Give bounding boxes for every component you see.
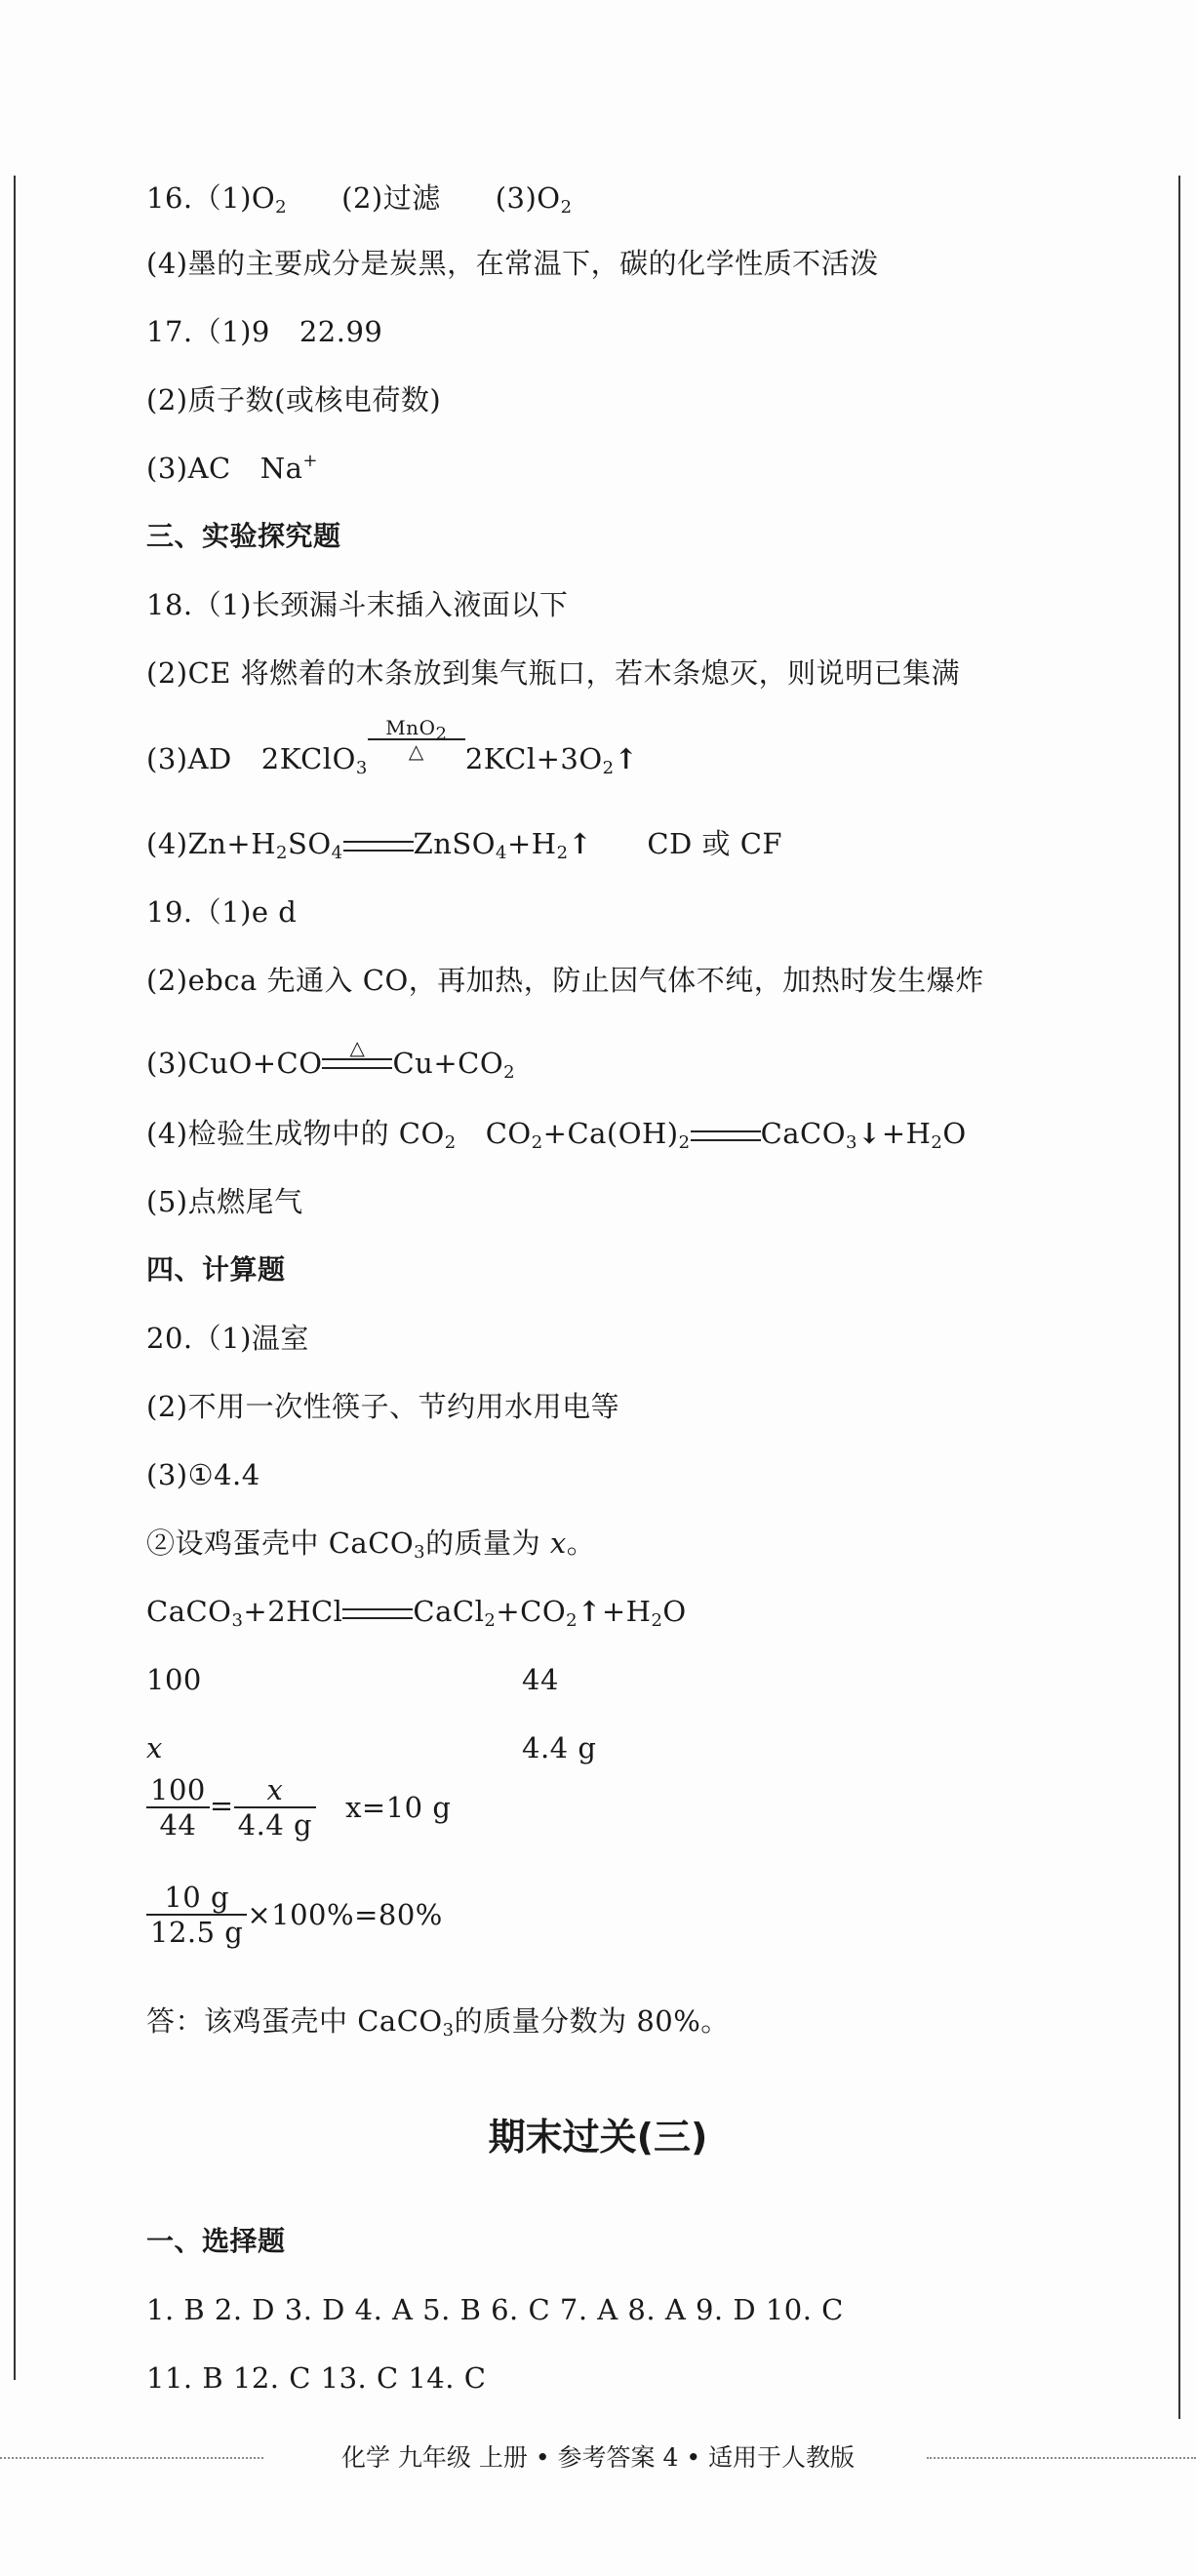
answer-19-line3: (3)CuO+CO △ $Cu+CO_2$ bbox=[146, 1035, 516, 1083]
equals-sign bbox=[343, 841, 414, 852]
reaction-condition: MnO$_2$ △ bbox=[368, 717, 465, 762]
percentage-calculation: $\frac{10 g}{12.5 g}$ ×100%=80% bbox=[146, 1881, 443, 1949]
answer-19-line1: 19.（1)e d bbox=[146, 895, 298, 929]
answer-17-line1: 17.（1)9 22.99 bbox=[146, 315, 383, 348]
answer-18-line3: (3)AD 2KClO$_3$ MnO$_2$ △ $2KCl+3O_2$ ↑ bbox=[146, 739, 638, 778]
final-answer: 答：该鸡蛋壳中 CaCO$_3$的质量分数为 80%。 bbox=[146, 2004, 730, 2041]
equals-sign bbox=[342, 1608, 413, 1619]
answer-20-equation: CaCO$_3$+2HCl $CaCl_2+CO_2$ ↑ $+H_2O$ bbox=[146, 1592, 687, 1631]
answer-19-line2: (2)ebca 先通入 CO，再加热，防止因气体不纯，加热时发生爆炸 bbox=[146, 964, 984, 997]
answer-18-line2: (2)CE 将燃着的木条放到集气瓶口，若木条熄灭，则说明已集满 bbox=[146, 656, 961, 690]
mass-ratio-row1: 100 44 bbox=[146, 1663, 559, 1696]
fraction: $\frac{100}{44}$ bbox=[146, 1773, 210, 1842]
answer-20-line2: (2)不用一次性筷子、节约用水用电等 bbox=[146, 1390, 620, 1423]
answer-20-line3: (3)①4.4 bbox=[146, 1458, 260, 1491]
right-border bbox=[1178, 176, 1180, 2419]
answer-17-line3: (3)AC Na+ bbox=[146, 451, 318, 485]
choice-answers-row2: 11. B 12. C 13. C 14. C bbox=[146, 2361, 487, 2395]
choice-answers-row1: 1. B 2. D 3. D 4. A 5. B 6. C 7. A 8. A 9. D 10. C bbox=[146, 2293, 844, 2326]
answer-19-line4: (4)检验生成物中的 $CO_2$ $CO_2+Ca(OH)_2$ $CaCO_3↓+H_2O$ bbox=[146, 1117, 967, 1153]
section-4-heading: 四、计算题 bbox=[146, 1253, 286, 1286]
answer-19-line5: (5)点燃尾气 bbox=[146, 1185, 303, 1218]
page-title: 期末过关(三) bbox=[488, 2116, 708, 2159]
answer-16-line2: (4)墨的主要成分是炭黑，在常温下，碳的化学性质不活泼 bbox=[146, 247, 879, 280]
precipitate-arrow-icon: ↓ bbox=[857, 1117, 882, 1150]
fraction: $\frac{x}{4.4 g}$ bbox=[234, 1773, 316, 1842]
section-3-heading: 三、实验探究题 bbox=[146, 520, 341, 552]
mass-ratio-row2: x 4.4 g bbox=[146, 1731, 597, 1764]
answer-17-line2: (2)质子数(或核电荷数) bbox=[146, 383, 442, 416]
proportion-equation: $\frac{100}{44}$ = $\frac{x}{4.4 g}$ x=10 g bbox=[146, 1773, 451, 1842]
reaction-condition: △ bbox=[322, 1037, 392, 1069]
gas-arrow-icon bbox=[578, 1595, 602, 1628]
fraction: $\frac{10 g}{12.5 g}$ bbox=[146, 1881, 247, 1949]
answer-18-line1: 18.（1)长颈漏斗末插入液面以下 bbox=[146, 588, 569, 621]
answer-20-line1: 20.（1)温室 bbox=[146, 1322, 309, 1355]
gas-arrow-icon bbox=[615, 742, 639, 775]
answer-20-line4: ②设鸡蛋壳中 CaCO$_3$的质量为 x。 bbox=[146, 1526, 596, 1563]
answer-18-line4: $(4)Zn+H_2SO_4$ $ZnSO_4+H_2$ ↑ CD 或 CF bbox=[146, 824, 782, 863]
answer-16-line1: $16.(1)O_2$ (2)过滤 $(3)O_2$ bbox=[146, 181, 573, 218]
equals-sign bbox=[691, 1130, 761, 1141]
page-footer: 化学 九年级 上册 • 参考答案 4 • 适用于人教版 bbox=[0, 2438, 1196, 2474]
left-border bbox=[14, 176, 16, 2380]
section-1-heading: 一、选择题 bbox=[146, 2225, 286, 2257]
gas-arrow-icon bbox=[569, 827, 593, 860]
